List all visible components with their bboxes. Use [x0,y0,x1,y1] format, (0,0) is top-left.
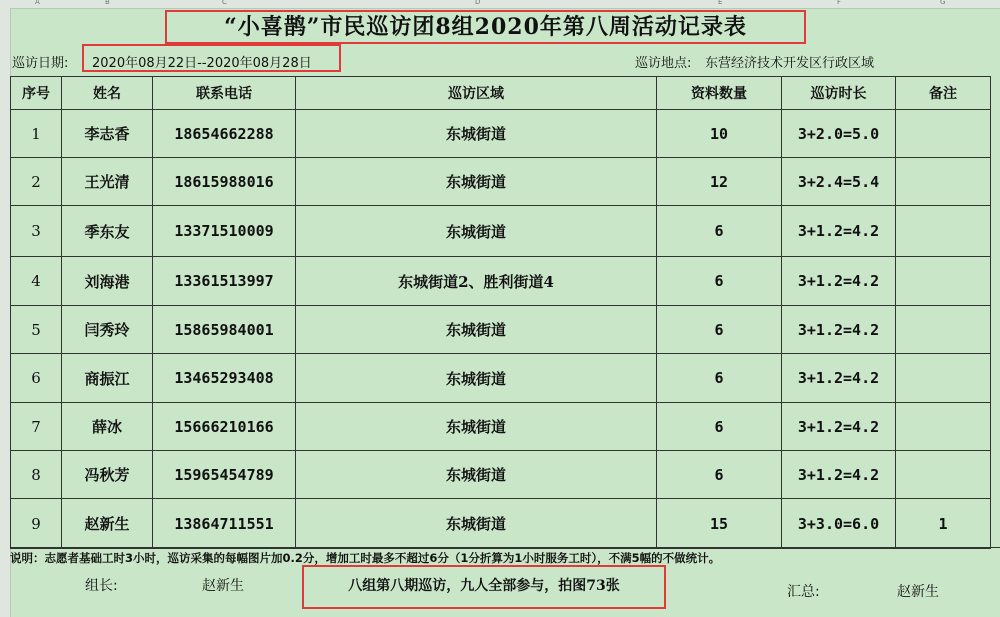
cell-note[interactable] [896,451,991,499]
column-letter[interactable]: B [105,0,110,6]
cell-note[interactable] [896,403,991,451]
column-letter[interactable]: C [222,0,227,6]
table-row [11,306,991,354]
spreadsheet [10,8,1000,617]
cell-count[interactable]: 6 [657,206,782,257]
cell-name[interactable]: 薛冰 [62,403,153,451]
column-letter[interactable]: E [718,0,723,6]
cell-duration[interactable]: 3+1.2=4.2 [782,403,896,451]
cell-note[interactable] [896,110,991,158]
cell-index[interactable]: 9 [11,499,62,549]
header-name[interactable]: 姓名 [62,77,153,110]
header-index[interactable]: 序号 [11,77,62,110]
cell-count[interactable]: 12 [657,158,782,206]
cell-area[interactable]: 东城街道 [296,403,657,451]
cell-area[interactable]: 东城街道 [296,158,657,206]
cell-note[interactable] [896,158,991,206]
table-row [11,451,991,499]
cell-count[interactable]: 6 [657,451,782,499]
cell-index[interactable]: 2 [11,158,62,206]
header-phone[interactable]: 联系电话 [153,77,296,110]
cell-name[interactable]: 李志香 [62,110,153,158]
location-label: 巡访地点: [635,56,692,71]
cell-name[interactable]: 季东友 [62,206,153,257]
explanation-note: 说明：志愿者基础工时3小时，巡访采集的每幅图片加0.2分，增加工时最多不超过6分（1分折算为1小时服务工时），不满5幅的不做统计。 [10,547,1000,568]
cell-name[interactable]: 刘海港 [62,257,153,306]
record-table [10,76,991,549]
sheet-title: “小喜鹊”市民巡访团8组2020年第八周活动记录表 [165,10,806,44]
header-count[interactable]: 资料数量 [657,77,782,110]
cell-count[interactable]: 6 [657,257,782,306]
table-row [11,499,991,549]
cell-index[interactable]: 1 [11,110,62,158]
cell-duration[interactable]: 3+3.0=6.0 [782,499,896,549]
table-row [11,257,991,306]
cell-index[interactable]: 8 [11,451,62,499]
cell-duration[interactable]: 3+1.2=4.2 [782,257,896,306]
column-letter[interactable]: G [940,0,946,6]
header-duration[interactable]: 巡访时长 [782,77,896,110]
cell-name[interactable]: 王光清 [62,158,153,206]
cell-index[interactable]: 6 [11,354,62,403]
cell-name[interactable]: 冯秋芳 [62,451,153,499]
table-row [11,354,991,403]
cell-name[interactable]: 闫秀玲 [62,306,153,354]
cell-area[interactable]: 东城街道 [296,354,657,403]
table-row [11,110,991,158]
cell-count[interactable]: 6 [657,403,782,451]
date-value: 2020年08月22日--2020年08月28日 [92,56,312,71]
cell-duration[interactable]: 3+1.2=4.2 [782,354,896,403]
location-value: 东营经济技术开发区行政区域 [705,56,875,71]
column-letter[interactable]: F [837,0,842,6]
summary-box: 八组第八期巡访，九人全部参与，拍图73张 [302,565,666,609]
table-row [11,206,991,257]
cell-count[interactable]: 15 [657,499,782,549]
cell-count[interactable]: 6 [657,354,782,403]
cell-index[interactable]: 3 [11,206,62,257]
table-row [11,403,991,451]
cell-area[interactable]: 东城街道 [296,110,657,158]
cell-duration[interactable]: 3+1.2=4.2 [782,206,896,257]
table-row [11,158,991,206]
leader-label: 组长: [85,578,118,594]
column-letter[interactable]: D [475,0,481,6]
cell-phone[interactable]: 15865984001 [153,306,296,354]
cell-phone[interactable]: 13371510009 [153,206,296,257]
column-letter[interactable]: A [35,0,40,6]
table-header-row [11,77,991,110]
cell-area[interactable]: 东城街道 [296,451,657,499]
total-name: 赵新生 [897,584,939,600]
cell-name[interactable]: 赵新生 [62,499,153,549]
total-label: 汇总: [787,584,820,600]
cell-phone[interactable]: 18654662288 [153,110,296,158]
cell-phone[interactable]: 18615988016 [153,158,296,206]
cell-duration[interactable]: 3+2.0=5.0 [782,110,896,158]
cell-note[interactable] [896,306,991,354]
cell-note[interactable] [896,257,991,306]
leader-name: 赵新生 [202,578,244,594]
cell-phone[interactable]: 13864711551 [153,499,296,549]
cell-index[interactable]: 7 [11,403,62,451]
cell-area[interactable]: 东城街道 [296,306,657,354]
cell-note[interactable]: 1 [896,499,991,549]
cell-phone[interactable]: 15965454789 [153,451,296,499]
date-label: 巡访日期: [12,56,69,71]
cell-duration[interactable]: 3+1.2=4.2 [782,451,896,499]
header-area[interactable]: 巡访区域 [296,77,657,110]
cell-name[interactable]: 商振江 [62,354,153,403]
cell-index[interactable]: 5 [11,306,62,354]
cell-note[interactable] [896,206,991,257]
cell-count[interactable]: 6 [657,306,782,354]
cell-phone[interactable]: 15666210166 [153,403,296,451]
cell-phone[interactable]: 13465293408 [153,354,296,403]
cell-index[interactable]: 4 [11,257,62,306]
cell-area[interactable]: 东城街道2、胜利街道4 [296,257,657,306]
header-note[interactable]: 备注 [896,77,991,110]
cell-duration[interactable]: 3+1.2=4.2 [782,306,896,354]
cell-area[interactable]: 东城街道 [296,206,657,257]
cell-count[interactable]: 10 [657,110,782,158]
cell-phone[interactable]: 13361513997 [153,257,296,306]
cell-duration[interactable]: 3+2.4=5.4 [782,158,896,206]
cell-note[interactable] [896,354,991,403]
cell-area[interactable]: 东城街道 [296,499,657,549]
